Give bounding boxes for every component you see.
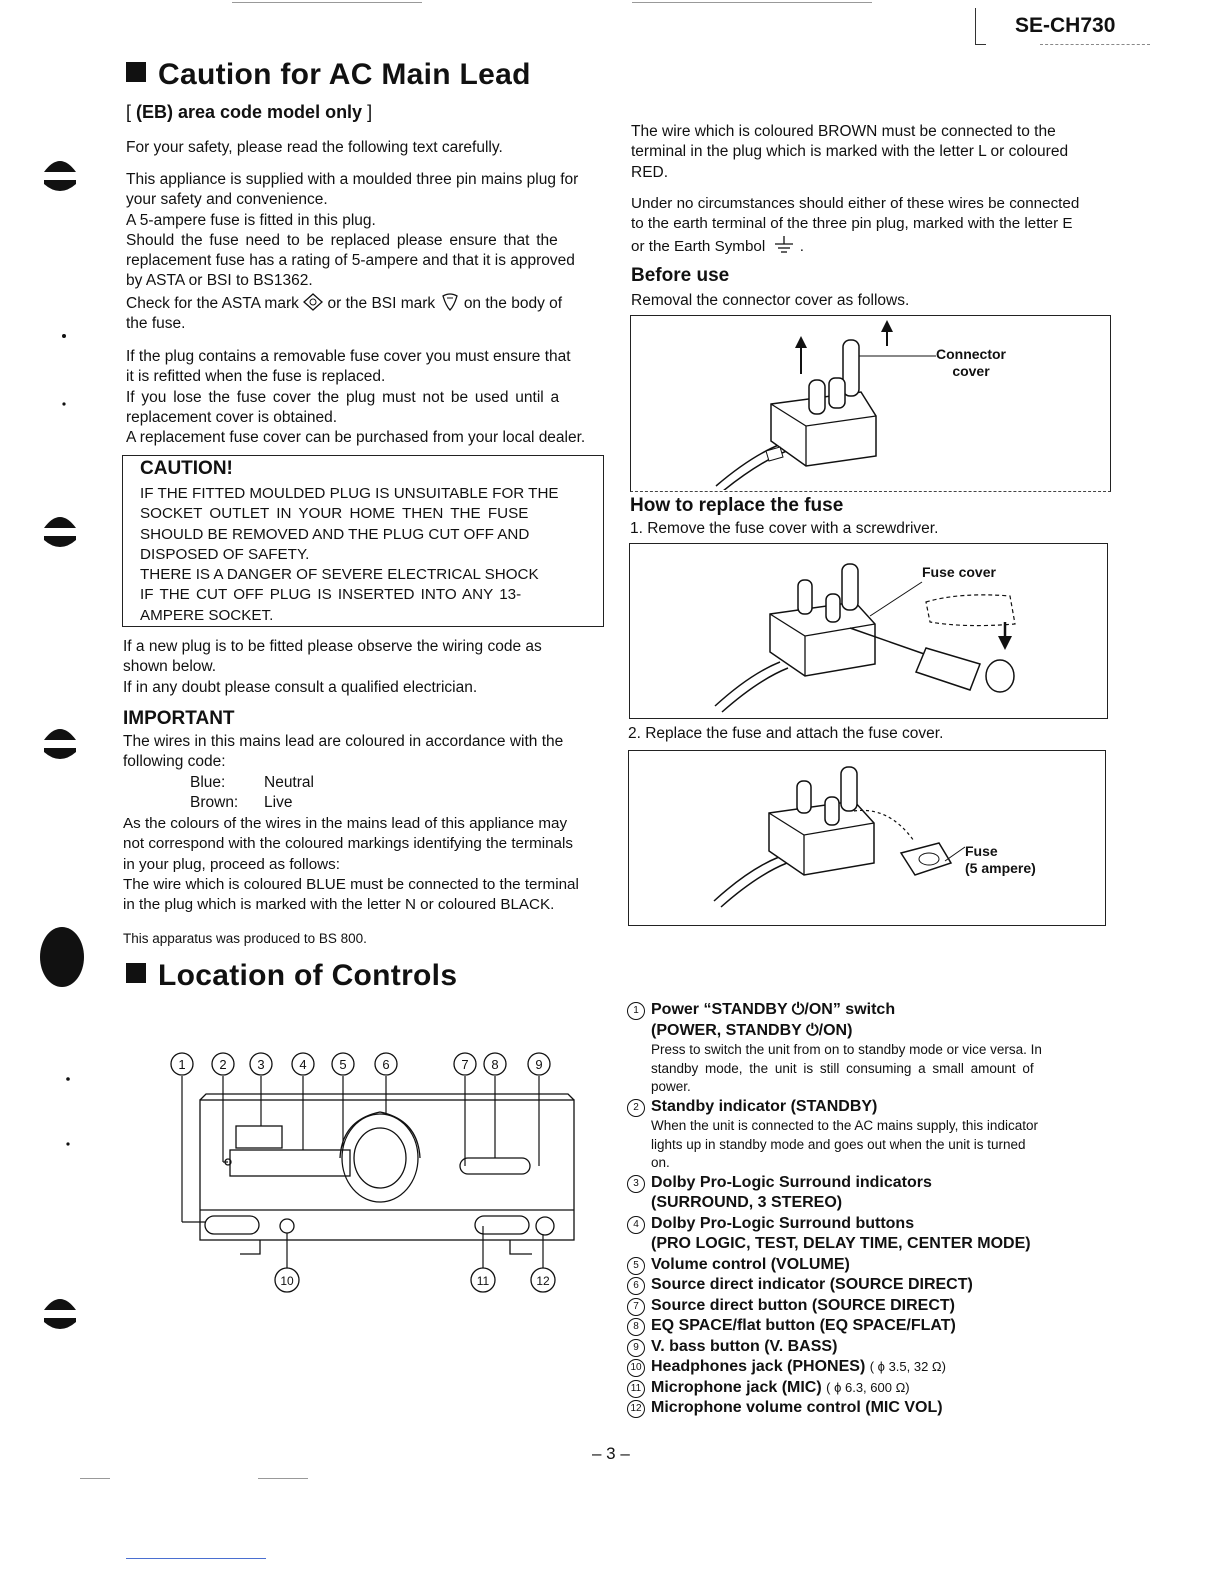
important-body-line: in your plug, proceed as follows: bbox=[123, 855, 340, 873]
caution-line: THERE IS A DANGER OF SEVERE ELECTRICAL SHOCK bbox=[140, 566, 539, 584]
area-bracket-close: ] bbox=[362, 102, 373, 122]
binder-mark-3 bbox=[44, 729, 76, 759]
important-intro bbox=[123, 732, 563, 773]
para3-line: If in any doubt please consult a qualified electrician. bbox=[123, 678, 478, 696]
important-body bbox=[123, 814, 579, 915]
earth-symbol-icon bbox=[773, 235, 795, 255]
control-name: Microphone volume control (MIC VOL) bbox=[651, 1399, 943, 1416]
important-line: The wires in this mains lead are coloured in accordance with the bbox=[123, 733, 564, 750]
area-bracket-open: [ bbox=[126, 102, 137, 122]
step-2 bbox=[628, 724, 943, 744]
control-7-label bbox=[627, 1296, 1042, 1317]
earth-text: or the Earth Symbol bbox=[631, 237, 766, 255]
para2-line: A replacement fuse cover can be purchased from your local dealer. bbox=[126, 429, 586, 447]
right-para2-line: to the earth terminal of the three pin plug, marked with the letter E bbox=[631, 215, 1073, 233]
caution-line: AMPERE SOCKET. bbox=[140, 606, 274, 624]
control-name: Power “STANDBY ⏻/ON” switch bbox=[651, 1001, 896, 1018]
number-badge: 5 bbox=[627, 1257, 645, 1275]
para2-line: it is refitted when the fuse is replaced. bbox=[126, 368, 386, 386]
binder-mark-1 bbox=[44, 161, 76, 191]
control-4-abbr: (PRO LOGIC, TEST, DELAY TIME, CENTER MODE) bbox=[651, 1235, 1031, 1252]
intro-line: For your safety, please read the following text carefully. bbox=[126, 139, 503, 156]
model-number: SE-CH730 bbox=[1015, 14, 1116, 37]
step-1 bbox=[630, 519, 938, 539]
callout-top bbox=[171, 1053, 550, 1075]
control-2-desc bbox=[651, 1117, 1042, 1173]
control-name: Headphones jack (PHONES) bbox=[651, 1358, 866, 1375]
list-item bbox=[627, 1214, 1042, 1255]
callout-3-label: 3 bbox=[257, 1057, 265, 1072]
plug-illustration-1 bbox=[631, 316, 1109, 490]
right-para1 bbox=[631, 122, 1068, 183]
list-item bbox=[627, 1000, 1042, 1097]
list-item bbox=[627, 1173, 1042, 1214]
before-use-text bbox=[631, 291, 909, 311]
number-badge: 12 bbox=[627, 1400, 645, 1418]
para2-line: If the plug contains a removable fuse cover you must ensure that bbox=[126, 348, 571, 365]
fuse-label bbox=[965, 843, 1036, 877]
right-para1-line: terminal in the plug which is marked with the letter L or coloured bbox=[631, 143, 1069, 161]
wire-color: Brown: bbox=[190, 794, 239, 812]
desc-line: on. bbox=[651, 1155, 670, 1170]
control-name: Dolby Pro-Logic Surround indicators bbox=[651, 1173, 932, 1191]
list-item bbox=[627, 1097, 1042, 1173]
callout-6-label: 6 bbox=[382, 1057, 390, 1072]
number-badge: 11 bbox=[627, 1380, 645, 1398]
important-body-line: The wire which is coloured BLUE must be connected to the terminal bbox=[123, 875, 579, 893]
area-note-text: (EB) area code model only bbox=[136, 102, 363, 122]
control-3-label bbox=[627, 1173, 1042, 1194]
plug-illustration-2 bbox=[630, 544, 1106, 716]
control-name: Dolby Pro-Logic Surround buttons bbox=[651, 1214, 915, 1232]
callout-11-label: 11 bbox=[476, 1274, 490, 1288]
wiring-code bbox=[190, 773, 314, 814]
top-rule-right bbox=[632, 2, 872, 3]
para1-line: by ASTA or BSI to BS1362. bbox=[126, 272, 313, 290]
control-name: Microphone jack (MIC) bbox=[651, 1378, 822, 1396]
wire-color: Blue: bbox=[190, 774, 226, 791]
control-spec: ( ϕ 3.5, 32 Ω) bbox=[869, 1359, 946, 1374]
top-rule-left bbox=[232, 2, 422, 3]
number-badge: 1 bbox=[627, 1002, 645, 1020]
control-name: EQ SPACE/flat button (EQ SPACE/FLAT) bbox=[651, 1317, 956, 1334]
number-badge: 4 bbox=[627, 1216, 645, 1234]
number-badge: 10 bbox=[627, 1359, 645, 1377]
caution-line: SOCKET OUTLET IN YOUR HOME THEN THE FUSE bbox=[140, 505, 529, 523]
callout-2-label: 2 bbox=[219, 1057, 227, 1072]
heading-bullet bbox=[126, 963, 146, 983]
control-2-label bbox=[627, 1097, 1042, 1118]
model-bracket bbox=[975, 8, 986, 45]
wire-function: Neutral bbox=[264, 774, 314, 791]
control-spec: ( ϕ 6.3, 600 Ω) bbox=[826, 1379, 910, 1395]
control-8-label bbox=[627, 1316, 1042, 1337]
wire-function: Live bbox=[264, 794, 293, 812]
callout-5-label: 5 bbox=[339, 1057, 347, 1072]
important-body-line: As the colours of the wires in the mains lead of this appliance may bbox=[123, 815, 568, 832]
fuse-label-line: Fuse bbox=[965, 843, 998, 859]
dot-4 bbox=[66, 1142, 69, 1145]
important-title: IMPORTANT bbox=[123, 708, 235, 729]
leader-lines bbox=[182, 1076, 543, 1268]
para1 bbox=[126, 170, 604, 334]
control-12-label bbox=[627, 1398, 1042, 1419]
callout-1-label: 1 bbox=[178, 1057, 186, 1072]
dot-2 bbox=[62, 402, 65, 405]
callout-10-label: 10 bbox=[280, 1274, 294, 1288]
location-title-text: Location of Controls bbox=[158, 959, 458, 992]
control-1-label bbox=[627, 1000, 1042, 1021]
binder-hole bbox=[40, 927, 84, 987]
para1-line: your safety and convenience. bbox=[126, 191, 328, 209]
intro-text bbox=[126, 138, 503, 158]
control-3-abbr: (SURROUND, 3 STEREO) bbox=[651, 1194, 843, 1211]
callout-bottom bbox=[275, 1268, 555, 1292]
area-note bbox=[126, 102, 372, 123]
para3 bbox=[123, 637, 542, 698]
asta-mark-icon bbox=[303, 293, 323, 311]
caution-line: SHOULD BE REMOVED AND THE PLUG CUT OFF AND bbox=[140, 525, 530, 543]
fuse-label-line: (5 ampere) bbox=[965, 860, 1036, 876]
right-para2-earth-line bbox=[631, 235, 1079, 257]
callout-7-label: 7 bbox=[461, 1057, 469, 1072]
para3-line: shown below. bbox=[123, 658, 217, 676]
control-5-label bbox=[627, 1255, 1042, 1276]
control-6-label bbox=[627, 1275, 1042, 1296]
number-badge: 8 bbox=[627, 1318, 645, 1336]
model-underline bbox=[1040, 44, 1150, 45]
desc-line: power. bbox=[651, 1079, 691, 1094]
caution-line: IF THE CUT OFF PLUG IS INSERTED INTO ANY 13- bbox=[140, 586, 522, 604]
callout-12-label: 12 bbox=[536, 1274, 550, 1288]
dot-1 bbox=[62, 334, 66, 338]
page-number: – 3 – bbox=[592, 1444, 630, 1463]
location-title bbox=[126, 959, 457, 993]
para1-line: This appliance is supplied with a moulded three pin mains plug for bbox=[126, 171, 579, 188]
figure-fuse-replace bbox=[628, 750, 1106, 926]
para3-line: If a new plug is to be fitted please observe the wiring code as bbox=[123, 638, 542, 655]
bs-note: This apparatus was produced to BS 800. bbox=[123, 931, 367, 946]
right-para1-line: RED. bbox=[631, 163, 669, 181]
connector-label-line: cover bbox=[952, 363, 990, 379]
para1-line: Should the fuse need to be replaced please ensure that the bbox=[126, 231, 558, 249]
bottom-rule-3 bbox=[126, 1558, 266, 1559]
para1-line: A 5-ampere fuse is fitted in this plug. bbox=[126, 211, 376, 229]
figure-fuse-cover bbox=[629, 543, 1108, 719]
body-of-text: on the body of bbox=[463, 294, 563, 312]
para1-line: replacement fuse has a rating of 5-ampere and that it is approved bbox=[126, 252, 575, 270]
control-name: Source direct button (SOURCE DIRECT) bbox=[651, 1296, 956, 1314]
para1-line: the fuse. bbox=[126, 315, 186, 333]
caution-title-text: Caution for AC Main Lead bbox=[158, 58, 531, 91]
desc-line: lights up in standby mode and goes out when the unit is turned bbox=[651, 1136, 1026, 1152]
number-badge: 9 bbox=[627, 1339, 645, 1357]
caution-line: DISPOSED OF SAFETY. bbox=[140, 545, 310, 563]
control-name: V. bass button (V. BASS) bbox=[651, 1337, 838, 1355]
caution-box-body bbox=[140, 484, 559, 626]
bottom-rule-1 bbox=[80, 1478, 110, 1479]
caution-box-title: CAUTION! bbox=[140, 458, 233, 479]
binder-marks bbox=[40, 150, 100, 1350]
callout-4-label: 4 bbox=[299, 1057, 307, 1072]
para2 bbox=[126, 347, 585, 448]
right-para1-line: The wire which is coloured BROWN must be connected to the bbox=[631, 123, 1056, 140]
para1-mark-line bbox=[126, 292, 604, 314]
control-name: Source direct indicator (SOURCE DIRECT) bbox=[651, 1276, 973, 1293]
binder-mark-2 bbox=[44, 517, 76, 547]
asta-text: Check for the ASTA mark bbox=[126, 294, 299, 312]
step-2-line: 2. Replace the fuse and attach the fuse cover. bbox=[628, 725, 944, 742]
desc-line: When the unit is connected to the AC mains supply, this indicator bbox=[651, 1118, 1038, 1133]
number-badge: 2 bbox=[627, 1099, 645, 1117]
dot-3 bbox=[66, 1077, 70, 1081]
important-line: following code: bbox=[123, 753, 226, 771]
control-name: Standby indicator (STANDBY) bbox=[651, 1097, 878, 1115]
control-1-abbr: (POWER, STANDBY ⏻/ON) bbox=[651, 1021, 853, 1039]
before-use-title: Before use bbox=[631, 265, 730, 286]
callout-8-label: 8 bbox=[491, 1057, 499, 1072]
callout-9-label: 9 bbox=[535, 1057, 543, 1072]
before-use-line: Removal the connector cover as follows. bbox=[631, 292, 910, 309]
front-panel-diagram bbox=[160, 1040, 580, 1300]
number-badge: 3 bbox=[627, 1175, 645, 1193]
heading-bullet bbox=[126, 62, 146, 82]
control-name: Volume control (VOLUME) bbox=[651, 1255, 850, 1273]
number-badge: 7 bbox=[627, 1298, 645, 1316]
controls-list bbox=[627, 1000, 1042, 1419]
plug-illustration-3 bbox=[629, 751, 1103, 923]
connector-cover-label bbox=[936, 346, 1006, 380]
right-para2 bbox=[631, 194, 1079, 257]
important-body-line: in the plug which is marked with the letter N or coloured BLACK. bbox=[123, 896, 555, 914]
wiring-row-brown bbox=[190, 793, 314, 813]
wiring-row-blue bbox=[190, 773, 314, 793]
control-9-label bbox=[627, 1337, 1042, 1358]
fuse-cover-label: Fuse cover bbox=[922, 564, 996, 580]
number-badge: 6 bbox=[627, 1277, 645, 1295]
figure-connector-cover bbox=[630, 315, 1111, 492]
binder-mark-4 bbox=[44, 1299, 76, 1329]
caution-line: IF THE FITTED MOULDED PLUG IS UNSUITABLE FOR THE bbox=[140, 485, 559, 502]
right-para2-line: Under no circumstances should either of these wires be connected bbox=[631, 195, 1080, 212]
control-1-desc bbox=[651, 1041, 1042, 1097]
para2-line: replacement cover is obtained. bbox=[126, 408, 338, 426]
connector-label-line: Connector bbox=[936, 346, 1006, 362]
replace-fuse-title: How to replace the fuse bbox=[630, 495, 844, 516]
control-4-label bbox=[627, 1214, 1042, 1235]
caution-title bbox=[126, 58, 531, 92]
important-body-line: not correspond with the coloured markings identifying the terminals bbox=[123, 835, 573, 853]
desc-line: Press to switch the unit from on to standby mode or vice versa. In bbox=[651, 1042, 1042, 1057]
bsi-kitemark-icon bbox=[440, 292, 460, 312]
control-11-label bbox=[627, 1378, 1042, 1399]
control-10-label bbox=[627, 1357, 1042, 1378]
desc-line: standby mode, the unit is still consuming a small amount of bbox=[651, 1060, 1034, 1076]
step-1-line: 1. Remove the fuse cover with a screwdriver. bbox=[630, 520, 939, 537]
bsi-text: or the BSI mark bbox=[327, 294, 436, 312]
para2-line: If you lose the fuse cover the plug must not be used until a bbox=[126, 388, 560, 406]
bottom-rule-2 bbox=[258, 1478, 308, 1479]
earth-period: . bbox=[799, 237, 804, 255]
